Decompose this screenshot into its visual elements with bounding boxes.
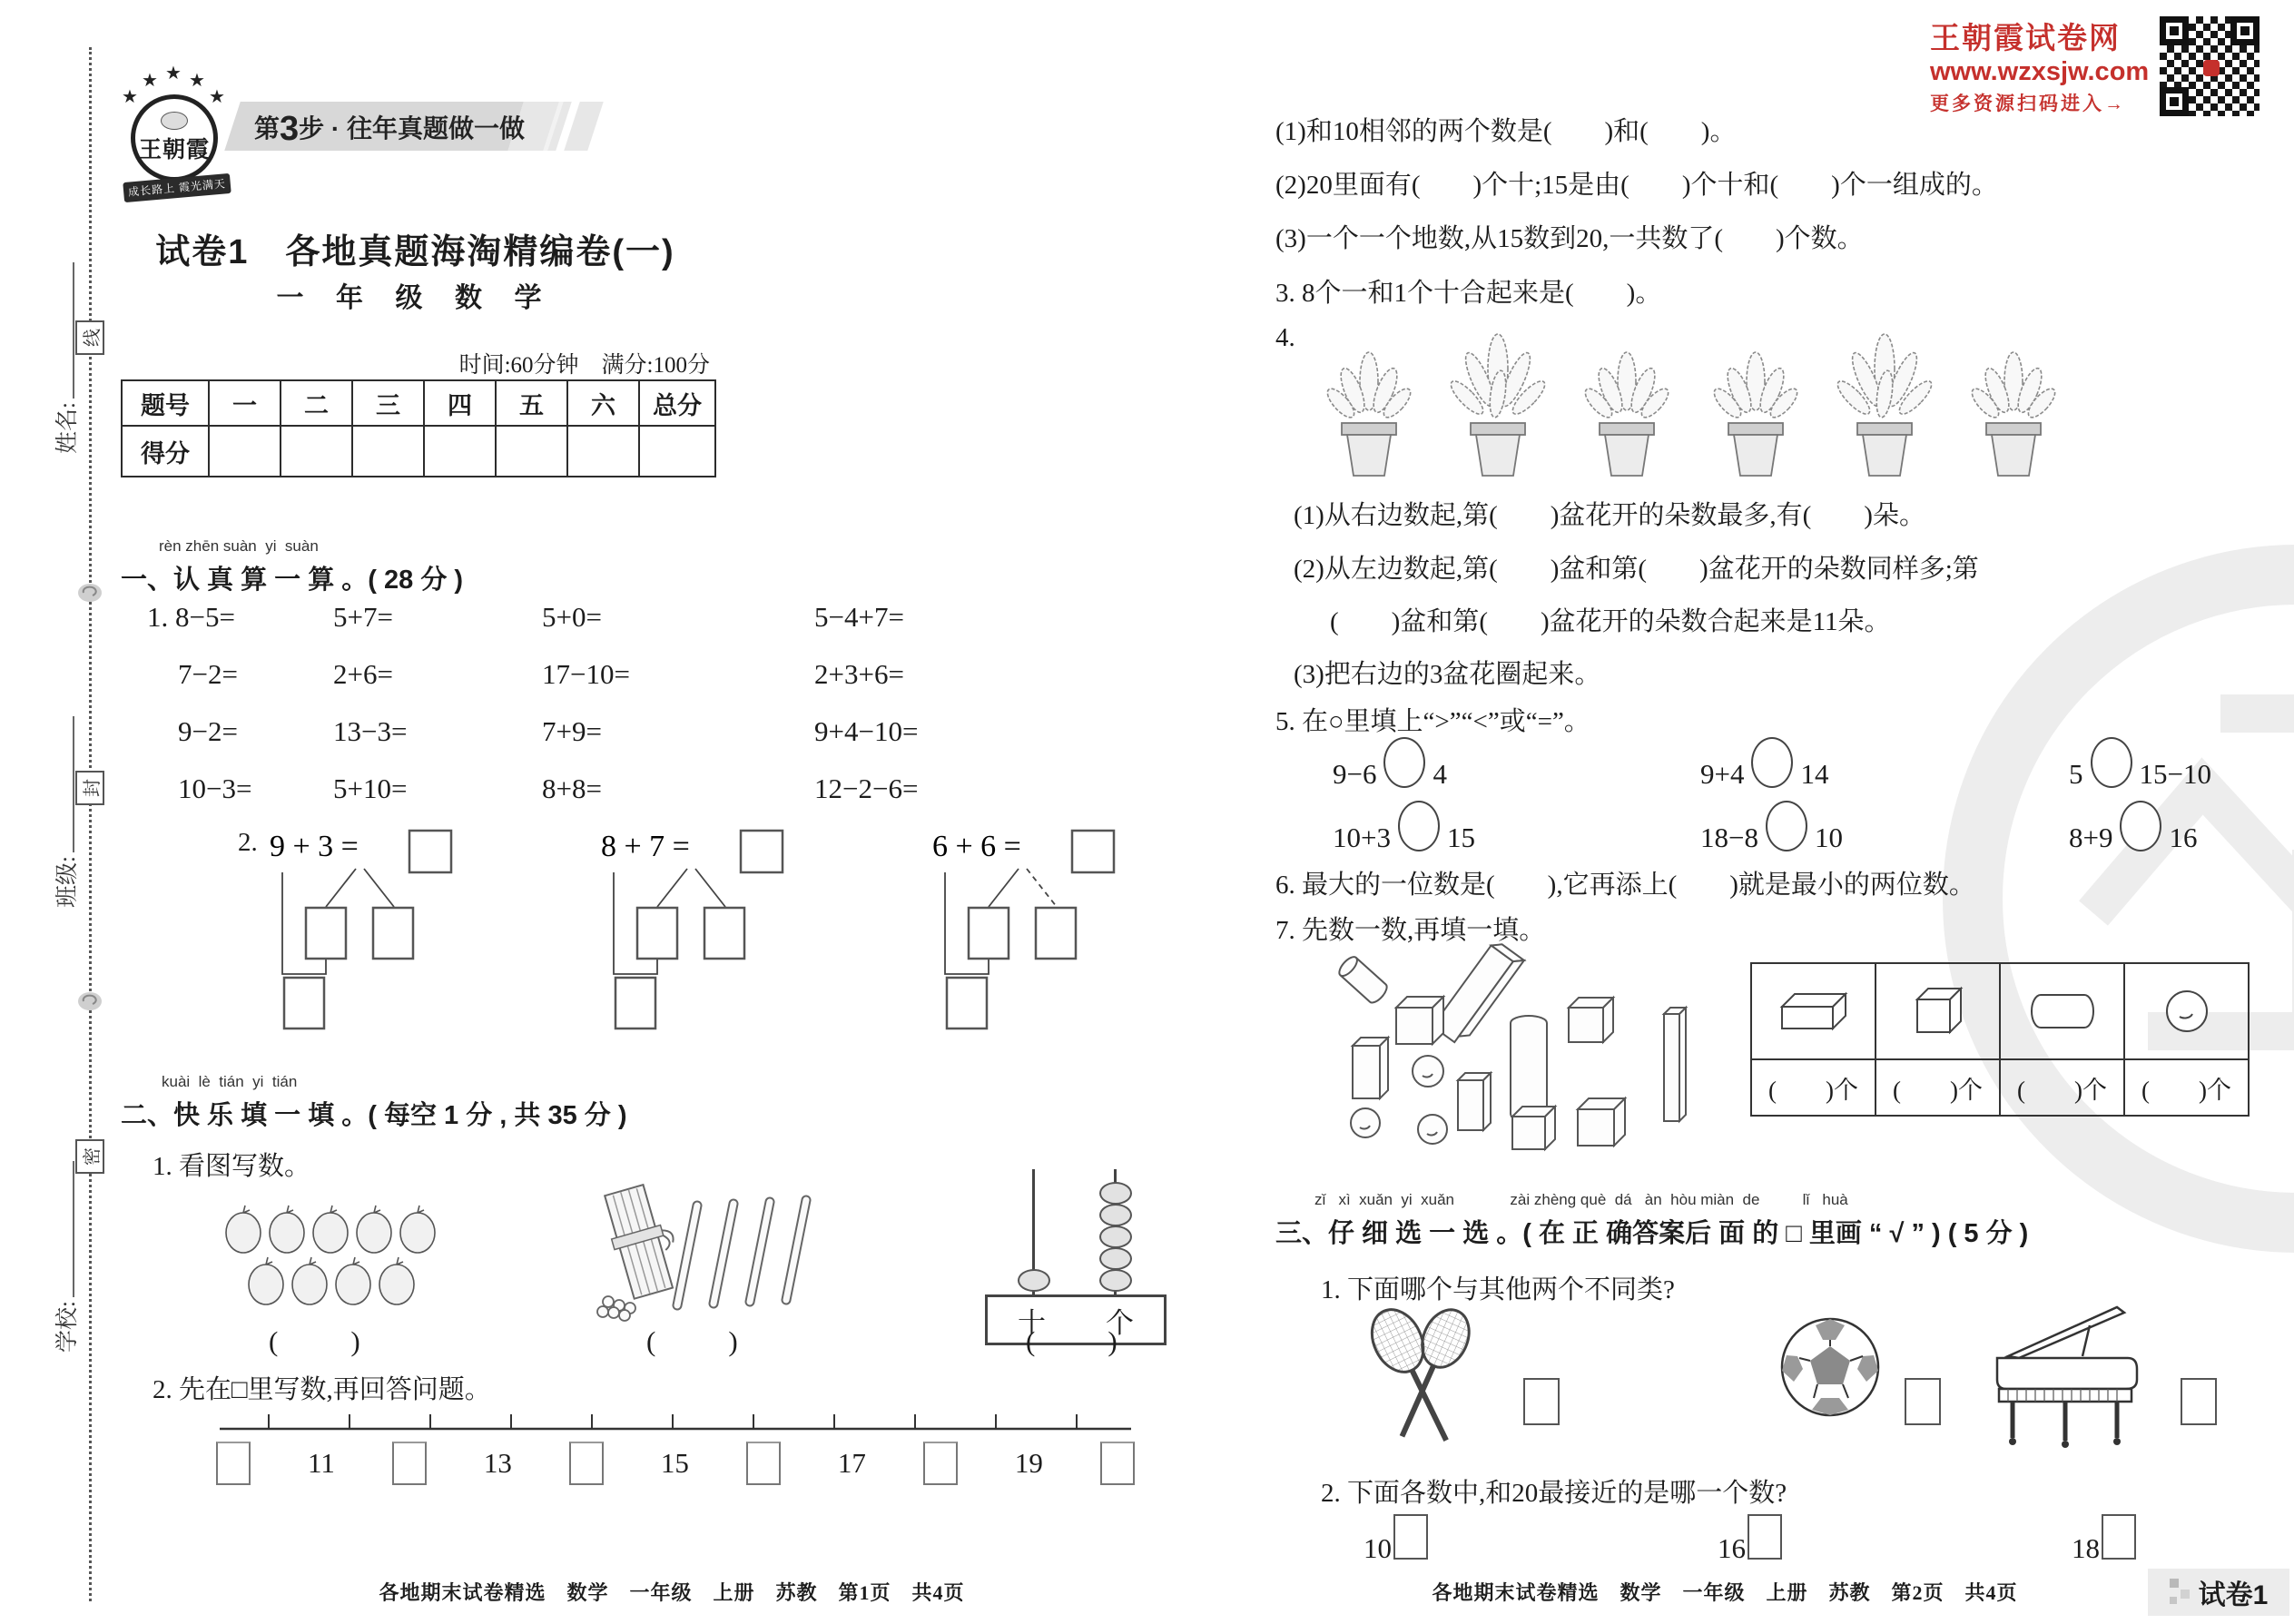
arith-item: 9−2=	[178, 715, 238, 747]
count-cell[interactable]: ( )个	[1751, 1059, 1876, 1116]
arithmetic-grid	[147, 601, 1078, 805]
sec1-pinyin: rèn zhēn suàn yi suàn	[159, 537, 319, 555]
score-header-cell: 六	[567, 380, 639, 426]
swirl-icon	[76, 989, 103, 1013]
score-header-cell: 五	[496, 380, 567, 426]
badge-name: 王朝霞	[138, 138, 210, 162]
badge-ribbon: 成长路上 霞光满天	[123, 173, 231, 202]
abacus-bead	[1099, 1247, 1132, 1270]
score-header-cell: 总分	[639, 380, 715, 426]
choice-checkbox[interactable]	[1523, 1378, 1560, 1425]
arith-item: 5−4+7=	[814, 601, 904, 633]
score-header-cell: 一	[209, 380, 281, 426]
cube-icon	[1876, 963, 2000, 1059]
answer-box[interactable]	[373, 908, 413, 959]
arith-item: 5+10=	[333, 773, 408, 804]
fill-item: (1)和10相邻的两个数是( )和( )。	[1275, 117, 1737, 146]
cylinder-shape	[1336, 954, 1390, 1006]
score-cell[interactable]	[567, 426, 639, 477]
comparison-item: 9+4 14	[1700, 752, 2069, 802]
arith-item: 7−2=	[178, 658, 238, 690]
answer-box[interactable]	[216, 1442, 251, 1485]
seal-char-mi: 密	[75, 1139, 104, 1174]
count-cell[interactable]: ( )个	[2000, 1059, 2124, 1116]
seal-char-line: 线	[75, 320, 104, 355]
cylinder-icon	[2000, 963, 2124, 1059]
fill-item: (2)20里面有( )个十;15是由( )个十和( )个一组成的。	[1275, 171, 1998, 200]
abacus-bead	[1018, 1269, 1050, 1292]
arith-item: 8+8=	[542, 773, 602, 804]
portrait-icon	[161, 112, 188, 130]
score-header-cell: 三	[352, 380, 424, 426]
cube-shape	[1396, 997, 1443, 1044]
page-subtitle: 一 年 级 数 学	[276, 283, 555, 313]
answer-box[interactable]	[284, 978, 324, 1029]
score-cell[interactable]	[424, 426, 496, 477]
number-line	[216, 1409, 1135, 1434]
q6-text: 6. 最大的一位数是( ),它再添上( )就是最小的两位数。	[1275, 871, 1975, 900]
compare-circle[interactable]	[1398, 801, 1440, 851]
score-cell[interactable]	[281, 426, 352, 477]
sphere-icon	[2124, 963, 2249, 1059]
compare-circle[interactable]	[2120, 801, 2161, 851]
tab-label: 试卷1	[2198, 1580, 2269, 1610]
q5-title: 5. 在○里填上“>”“<”或“=”。	[1275, 707, 1590, 736]
sticks-illustration	[561, 1176, 833, 1322]
q4-item: (1)从右边数起,第( )盆花开的朵数最多,有( )朵。	[1294, 501, 1925, 530]
number-label: 19	[1014, 1447, 1043, 1479]
choice-checkbox[interactable]	[2102, 1514, 2136, 1560]
q4-item: ( )盆和第( )盆花开的朵数合起来是11朵。	[1330, 607, 1891, 636]
answer-box[interactable]	[1100, 1442, 1135, 1485]
score-cell[interactable]	[496, 426, 567, 477]
sec2-q1-text: 1. 看图写数。	[153, 1152, 311, 1181]
school-field: 学校:	[49, 1161, 82, 1353]
arith-item: 9+4−10=	[814, 715, 919, 747]
swirl-icon	[76, 581, 103, 605]
badge-circle	[131, 94, 218, 182]
arith-item: 12−2−6=	[814, 773, 919, 804]
qr-seal-icon	[2203, 60, 2220, 76]
answer-box[interactable]	[746, 1442, 781, 1485]
choice-checkbox[interactable]	[1393, 1514, 1428, 1560]
site-banner	[1930, 15, 2261, 118]
comparison-row	[1333, 815, 2294, 866]
arith-item: 7+9=	[542, 715, 602, 747]
tens-label: 十	[1018, 1306, 1046, 1339]
choice-checkbox[interactable]	[1748, 1514, 1782, 1560]
star-icon: ★	[209, 87, 225, 107]
option-10: 10	[1364, 1529, 1428, 1574]
fill-item: 3. 8个一和1个十合起来是( )。	[1275, 279, 1662, 308]
step-banner-text	[254, 109, 525, 149]
abacus-bead	[1099, 1204, 1132, 1226]
badminton-rackets-illustration	[1354, 1296, 1500, 1458]
star-icon: ★	[142, 71, 158, 91]
compare-circle[interactable]	[1751, 737, 1793, 788]
answer-paren[interactable]: ( )	[1026, 1325, 1123, 1357]
comparison-item: 9−6 4	[1333, 752, 1700, 802]
score-table	[121, 379, 716, 477]
arith-item: 5+7=	[333, 601, 393, 633]
answer-box[interactable]	[1036, 908, 1076, 959]
compare-circle[interactable]	[1766, 801, 1807, 851]
bond-equation: 8 + 7 =	[601, 830, 690, 863]
name-field: 姓名:	[49, 262, 82, 454]
answer-box[interactable]	[615, 978, 655, 1029]
q4-item: (3)把右边的3盆花圈起来。	[1294, 660, 1601, 689]
number-bond-diagrams	[268, 820, 1126, 1033]
school-blank-line[interactable]	[67, 1161, 74, 1297]
score-header-cell: 四	[424, 380, 496, 426]
cube-shape	[1569, 998, 1613, 1042]
comparison-item: 5 15−10	[2069, 752, 2294, 802]
star-icon: ★	[189, 71, 205, 91]
page-title: 试卷1 各地真题海淘精编卷(一)	[155, 233, 675, 271]
option-16: 16	[1718, 1529, 1782, 1574]
sphere-shape	[1418, 1115, 1447, 1144]
answer-box[interactable]	[569, 1442, 604, 1485]
cuboid-shape	[1664, 1008, 1686, 1121]
answer-box[interactable]	[392, 1442, 427, 1485]
answer-paren[interactable]: ( )	[269, 1325, 366, 1357]
cylinder-shape	[1511, 1016, 1547, 1121]
flower-pots-illustration	[1314, 327, 2086, 481]
answer-paren[interactable]: ( )	[646, 1325, 743, 1357]
arith-item: 13−3=	[333, 715, 408, 747]
solid-shapes-scatter	[1305, 937, 1723, 1159]
score-header-row	[122, 380, 715, 426]
answer-box[interactable]	[947, 978, 987, 1029]
name-blank-line[interactable]	[67, 262, 74, 399]
sec2-pinyin: kuài lè tián yi tián	[162, 1073, 298, 1090]
q4-label: 4.	[1275, 323, 1295, 352]
sec1-title: 一、认 真 算 一 算 。( 28 分 )	[121, 566, 464, 595]
score-header-cell: 二	[281, 380, 352, 426]
count-cell[interactable]: ( )个	[1876, 1059, 2000, 1116]
arith-item: 2+3+6=	[814, 658, 904, 690]
comparison-item: 10+3 15	[1333, 815, 1700, 866]
sphere-shape	[1413, 1056, 1443, 1087]
arith-item: 1. 8−5=	[147, 601, 235, 633]
star-icon: ★	[122, 87, 138, 107]
tab-marks-icon	[2170, 1579, 2190, 1606]
sec3-q1-text: 1. 下面哪个与其他两个不同类?	[1321, 1275, 1675, 1304]
ones-label: 个	[1106, 1306, 1134, 1339]
number-line-row	[216, 1442, 1135, 1485]
answer-box[interactable]	[741, 831, 783, 872]
abacus-bead	[1099, 1182, 1132, 1205]
bond-equation: 6 + 6 =	[932, 830, 1021, 863]
cuboid-shape	[1458, 1073, 1491, 1130]
bond-equation: 9 + 3 =	[270, 830, 359, 863]
number-label: 15	[660, 1447, 689, 1479]
site-url: www.wzxsjw.com	[1930, 57, 2150, 86]
cuboid-icon	[1751, 963, 1876, 1059]
q4-item: (2)从左边数起,第( )盆和第( )盆花开的朵数同样多;第	[1294, 555, 1979, 584]
seal-dotted-line	[89, 47, 92, 1601]
number-bond-6-6	[930, 820, 1126, 1033]
brand-badge	[122, 64, 227, 211]
comparison-row	[1333, 752, 2294, 802]
number-label: 17	[837, 1447, 866, 1479]
arith-item: 2+6=	[333, 658, 393, 690]
number-bond-9-3	[268, 820, 463, 1033]
answer-box[interactable]	[306, 908, 346, 959]
step-post: 步 · 往年真题做一做	[299, 114, 526, 143]
class-blank-line[interactable]	[67, 716, 74, 852]
number-label: 11	[308, 1447, 335, 1479]
score-cell[interactable]	[352, 426, 424, 477]
comparison-item: 8+9 16	[2069, 815, 2294, 866]
option-18: 18	[2072, 1529, 2136, 1574]
qr-code	[2158, 15, 2261, 118]
cube-shape	[1578, 1098, 1625, 1146]
answer-box[interactable]	[923, 1442, 958, 1485]
step-number: 3	[280, 110, 300, 148]
sec3-pinyin: zǐ xì xuǎn yi xuǎn zài zhèng què dá àn hòu miàn de lǐ huà	[1314, 1191, 1848, 1208]
arith-item: 10−3=	[178, 773, 252, 804]
abacus-bead	[1099, 1269, 1132, 1292]
arith-item: 17−10=	[542, 658, 630, 690]
arith-item: 5+0=	[542, 601, 602, 633]
seal-char-feng: 封	[75, 771, 104, 805]
score-cell[interactable]	[639, 426, 715, 477]
sphere-shape	[1351, 1108, 1380, 1137]
score-cell[interactable]	[209, 426, 281, 477]
q2-label: 2.	[238, 828, 258, 857]
step-pre: 第	[254, 114, 281, 143]
step-banner	[232, 102, 596, 151]
sec2-title: 二、快 乐 填 一 填 。( 每空 1 分 , 共 35 分 )	[121, 1101, 627, 1130]
answer-box[interactable]	[1072, 831, 1114, 872]
q7-title: 7. 先数一数,再填一填。	[1275, 916, 1546, 945]
cuboid-shape	[1353, 1038, 1388, 1098]
shape-count-table	[1750, 962, 2250, 1117]
compare-circle[interactable]	[2091, 737, 2132, 788]
comparison-item: 18−8 10	[1700, 815, 2069, 866]
sec3-q2-text: 2. 下面各数中,和20最接近的是哪一个数?	[1321, 1479, 1787, 1508]
site-name: 王朝霞试卷网	[1930, 21, 2121, 54]
site-tagline: 更多资源扫码进入→	[1930, 94, 2126, 114]
choice-checkbox[interactable]	[1905, 1378, 1941, 1425]
sec2-q2-text: 2. 先在□里写数,再回答问题。	[153, 1375, 491, 1404]
score-value-row	[122, 426, 715, 477]
sec3-title: 三、仔 细 选 一 选 。( 在 正 确答案后 面 的 □ 里画 “ √ ” ) ( 5 分 )	[1275, 1219, 2029, 1248]
score-row-label: 得分	[122, 426, 209, 477]
number-bond-8-7	[599, 820, 794, 1033]
soccer-ball-illustration	[1777, 1314, 1883, 1420]
piano-illustration	[1972, 1300, 2162, 1450]
paper-tab	[2148, 1569, 2289, 1616]
star-icon: ★	[165, 64, 182, 84]
answer-box[interactable]	[637, 908, 677, 959]
left-page-footer: 各地期末试卷精选 数学 一年级 上册 苏教 第1页 共4页	[379, 1581, 965, 1604]
cube-shape	[1512, 1107, 1555, 1149]
score-header-cell: 题号	[122, 380, 209, 426]
number-label: 13	[483, 1447, 512, 1479]
fill-item: (3)一个一个地数,从15数到20,一共数了( )个数。	[1275, 224, 1864, 253]
exam-meta: 时间:60分钟 满分:100分	[458, 353, 710, 378]
answer-box[interactable]	[704, 908, 744, 959]
abacus-bead	[1099, 1225, 1132, 1248]
tomatoes-illustration	[216, 1196, 461, 1314]
compare-circle[interactable]	[1383, 737, 1425, 788]
class-field: 班级:	[49, 716, 82, 908]
count-cell[interactable]: ( )个	[2124, 1059, 2249, 1116]
choice-checkbox[interactable]	[2181, 1378, 2217, 1425]
secrecy-seal-watermark	[1943, 545, 2294, 1253]
right-page-footer: 各地期末试卷精选 数学 一年级 上册 苏教 第2页 共4页	[1432, 1581, 2018, 1604]
answer-box[interactable]	[969, 908, 1009, 959]
answer-box[interactable]	[409, 831, 451, 872]
